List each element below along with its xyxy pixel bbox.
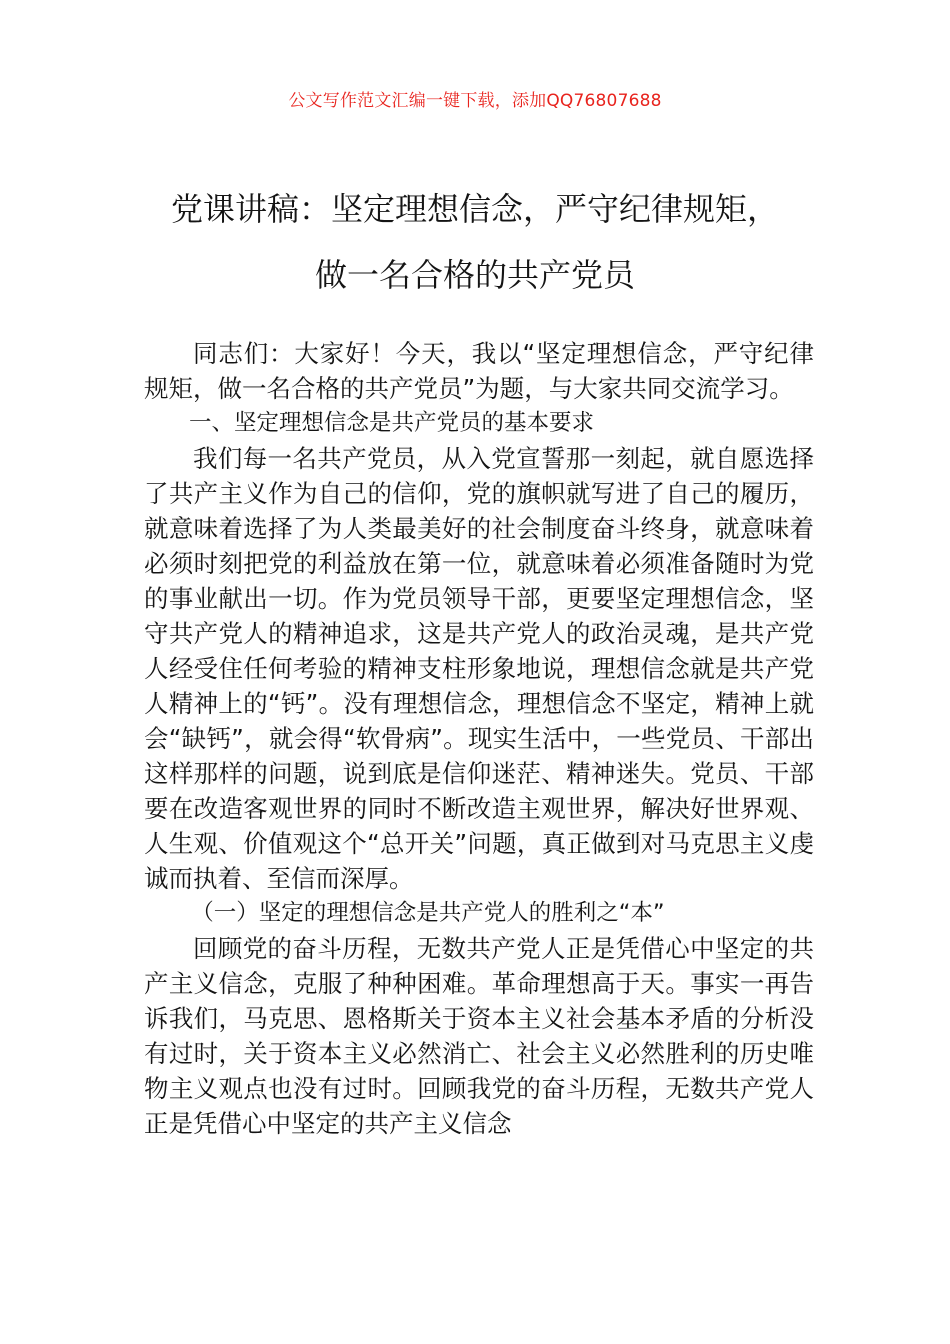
document-body	[144, 336, 814, 1141]
intro-paragraph: 同志们：大家好！今天，我以“坚定理想信念，严守纪律规矩，做一名合格的共产党员”为题，与大家共同交流学习。	[144, 339, 814, 403]
section-heading-1: 一、坚定理想信念是共产党员的基本要求	[189, 410, 595, 436]
title-line-1: 党课讲稿：坚定理想信念，严守纪律规矩，	[170, 190, 779, 228]
title-line-2: 做一名合格的共产党员	[314, 256, 635, 294]
subsection-heading-1: （一）坚定的理想信念是共产党人的胜利之“本”	[191, 900, 665, 926]
header-download-note: 公文写作范文汇编一键下载，添加QQ76807688	[288, 91, 662, 111]
subsection-1-paragraph: 回顾党的奋斗历程，无数共产党人正是凭借心中坚定的共产主义信念，克服了种种困难。革命理想高于天。事实一再告诉我们，马克思、恩格斯关于资本主义社会基本矛盾的分析没有过时，关于资本主义必然消亡、社会主义必然胜利的历史唯物主义观点也没有过时。回顾我党的奋斗历程，无数共产党人正是凭借心中坚定的共产主义信念	[144, 934, 814, 1138]
document-title	[95, 176, 855, 308]
section-1-paragraph: 我们每一名共产党员，从入党宣誓那一刻起，就自愿选择了共产主义作为自己的信仰，党的旗帜就写进了自己的履历，就意味着选择了为人类最美好的社会制度奋斗终身，就意味着必须时刻把党的利益放在第一位，就意味着必须准备随时为党的事业献出一切。作为党员领导干部，更要坚定理想信念，坚守共产党人的精神追求，这是共产党人的政治灵魂，是共产党人经受住任何考验的精神支柱形象地说，理想信念就是共产党人精神上的“钙”。没有理想信念，理想信念不坚定，精神上就会“缺钙”，就会得“软骨病”。现实生活中，一些党员、干部出这样那样的问题，说到底是信仰迷茫、精神迷失。党员、干部要在改造客观世界的同时不断改造主观世界，解决好世界观、人生观、价值观这个“总开关”问题，真正做到对马克思主义虔诚而执着、至信而深厚。	[144, 444, 814, 893]
